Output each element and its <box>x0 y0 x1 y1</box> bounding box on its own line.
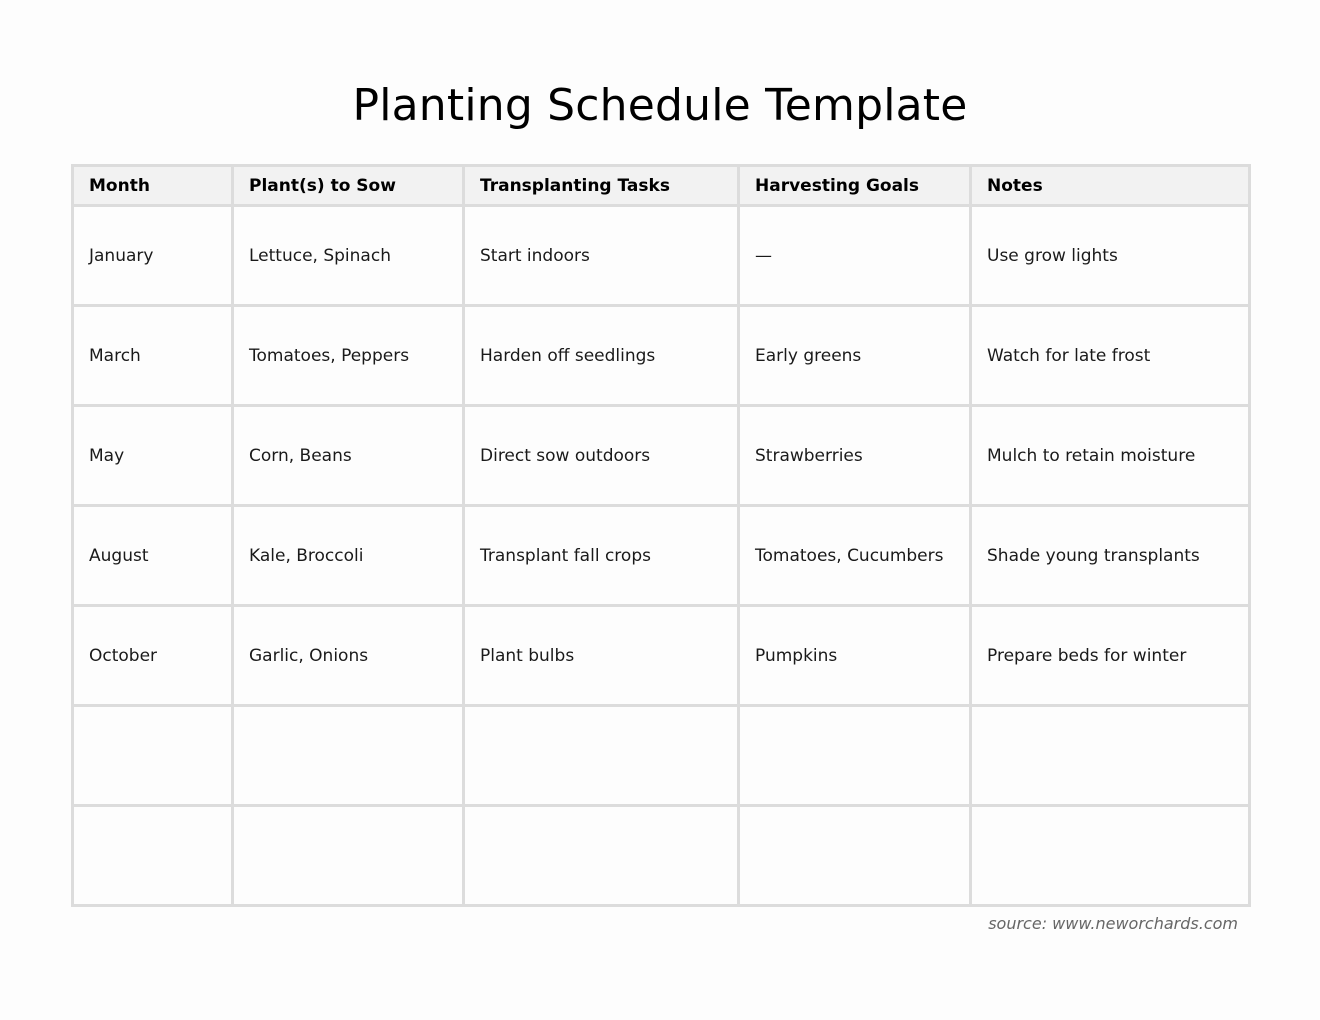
table-row <box>73 306 1250 406</box>
page-title: Planting Schedule Template <box>352 80 968 131</box>
header-harvesting-goals: Harvesting Goals <box>739 166 971 206</box>
cell-notes <box>971 706 1250 806</box>
planting-schedule-table <box>71 164 1251 907</box>
cell-month: May <box>73 406 233 506</box>
table-header-row <box>73 166 1250 206</box>
cell-plants-to-sow: Lettuce, Spinach <box>233 206 464 306</box>
cell-notes: Shade young transplants <box>971 506 1250 606</box>
cell-harvesting-goals: Strawberries <box>739 406 971 506</box>
cell-plants-to-sow: Tomatoes, Peppers <box>233 306 464 406</box>
header-plants-to-sow: Plant(s) to Sow <box>233 166 464 206</box>
cell-plants-to-sow: Kale, Broccoli <box>233 506 464 606</box>
cell-notes: Mulch to retain moisture <box>971 406 1250 506</box>
table-row <box>73 406 1250 506</box>
cell-month: March <box>73 306 233 406</box>
cell-plants-to-sow: Garlic, Onions <box>233 606 464 706</box>
table-row-empty <box>73 806 1250 906</box>
cell-transplanting-tasks <box>464 806 739 906</box>
cell-harvesting-goals <box>739 806 971 906</box>
cell-harvesting-goals: — <box>739 206 971 306</box>
header-transplanting-tasks: Transplanting Tasks <box>464 166 739 206</box>
cell-month <box>73 706 233 806</box>
cell-transplanting-tasks <box>464 706 739 806</box>
table-row-empty <box>73 706 1250 806</box>
header-month: Month <box>73 166 233 206</box>
cell-harvesting-goals: Early greens <box>739 306 971 406</box>
cell-month <box>73 806 233 906</box>
cell-harvesting-goals <box>739 706 971 806</box>
header-notes: Notes <box>971 166 1250 206</box>
cell-transplanting-tasks: Harden off seedlings <box>464 306 739 406</box>
cell-notes: Watch for late frost <box>971 306 1250 406</box>
cell-transplanting-tasks: Plant bulbs <box>464 606 739 706</box>
cell-month: October <box>73 606 233 706</box>
cell-plants-to-sow: Corn, Beans <box>233 406 464 506</box>
cell-harvesting-goals: Tomatoes, Cucumbers <box>739 506 971 606</box>
cell-transplanting-tasks: Transplant fall crops <box>464 506 739 606</box>
source-credit: source: www.neworchards.com <box>988 914 1238 933</box>
cell-transplanting-tasks: Start indoors <box>464 206 739 306</box>
table-row <box>73 606 1250 706</box>
cell-plants-to-sow <box>233 806 464 906</box>
cell-month: August <box>73 506 233 606</box>
cell-harvesting-goals: Pumpkins <box>739 606 971 706</box>
table-row <box>73 506 1250 606</box>
cell-notes: Use grow lights <box>971 206 1250 306</box>
cell-month: January <box>73 206 233 306</box>
cell-notes <box>971 806 1250 906</box>
cell-plants-to-sow <box>233 706 464 806</box>
table-row <box>73 206 1250 306</box>
cell-transplanting-tasks: Direct sow outdoors <box>464 406 739 506</box>
cell-notes: Prepare beds for winter <box>971 606 1250 706</box>
